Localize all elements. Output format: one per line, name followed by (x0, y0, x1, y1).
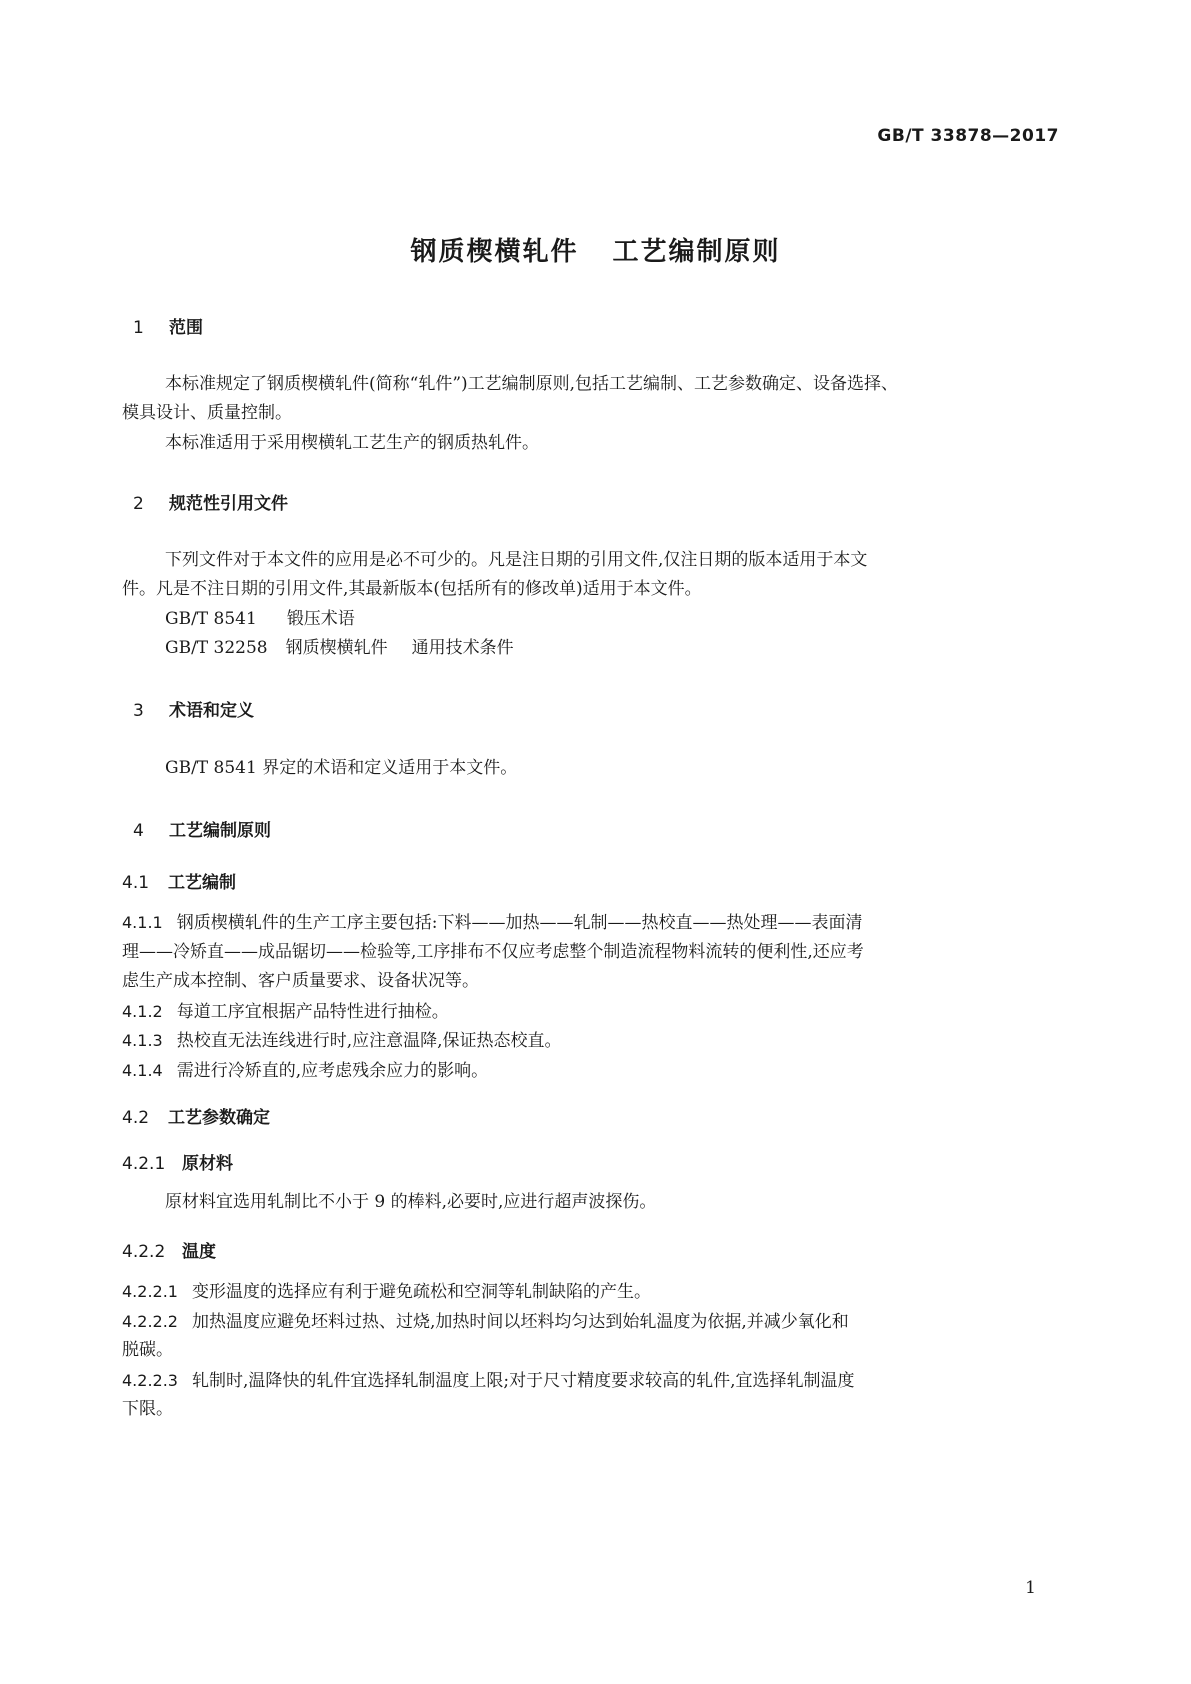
section-1-heading (133, 313, 203, 338)
section-number: 4 (133, 821, 144, 841)
reference-title: 通用技术条件 (411, 638, 514, 658)
section-number: 1 (133, 318, 144, 338)
section-title: 工艺编制原则 (169, 821, 271, 841)
clause-number: 4.2.2.2 (122, 1312, 178, 1331)
reference-code: GB/T 32258 (165, 638, 268, 658)
clause-text: 轧制时,温降快的轧件宜选择轧制温度上限;对于尺寸精度要求较高的轧件,宜选择轧制温度 (191, 1371, 855, 1391)
subsection-number: 4.2 (122, 1108, 150, 1128)
paragraph-continuation: 模具设计、质量控制。 (122, 403, 292, 423)
reference-title: 锻压术语 (286, 609, 355, 629)
clause-text: 每道工序宜根据产品特性进行抽检。 (176, 1002, 449, 1022)
section-2-heading (133, 489, 288, 514)
page-number: 1 (1025, 1578, 1036, 1598)
clause-4-1-4 (122, 1055, 488, 1087)
clause-continuation: 理——冷矫直——成品锯切——检验等,工序排布不仅应考虑整个制造流程物料流转的便利性,还应考 (122, 942, 864, 962)
normative-reference (165, 604, 355, 635)
subsubsection-4-2-1-heading (122, 1149, 233, 1174)
subsection-title: 工艺编制 (168, 873, 236, 893)
clause-number: 4.1.2 (122, 1002, 163, 1021)
clause-continuation: 脱碳。 (122, 1340, 173, 1360)
clause-text: 加热温度应避免坯料过热、过烧,加热时间以坯料均匀达到始轧温度为依据,并减少氧化和 (191, 1312, 849, 1332)
clause-4-2-2-3 (122, 1365, 855, 1397)
subsubsection-number: 4.2.2 (122, 1242, 166, 1262)
title-part-2: 工艺编制原则 (612, 237, 781, 267)
clause-number: 4.1.4 (122, 1061, 163, 1080)
clause-4-1-1 (122, 907, 862, 939)
standard-code: GB/T 33878—2017 (877, 126, 1059, 146)
clause-continuation: 下限。 (122, 1399, 173, 1419)
subsection-number: 4.1 (122, 873, 150, 893)
subsubsection-4-2-2-heading (122, 1237, 216, 1262)
subsubsection-title: 温度 (182, 1242, 216, 1262)
reference-title: 钢质楔横轧件 (285, 638, 388, 658)
paragraph-continuation: 件。凡是不注日期的引用文件,其最新版本(包括所有的修改单)适用于本文件。 (122, 579, 702, 599)
paragraph: GB/T 8541 界定的术语和定义适用于本文件。 (165, 758, 518, 778)
clause-number: 4.1.1 (122, 913, 163, 932)
paragraph: 本标准适用于采用楔横轧工艺生产的钢质热轧件。 (165, 433, 539, 453)
section-3-heading (133, 696, 254, 721)
clause-4-1-3 (122, 1025, 562, 1057)
section-title: 范围 (169, 318, 203, 338)
clause-number: 4.2.2.1 (122, 1282, 178, 1301)
paragraph: 下列文件对于本文件的应用是必不可少的。凡是注日期的引用文件,仅注日期的版本适用于本文 (165, 550, 868, 570)
clause-continuation: 虑生产成本控制、客户质量要求、设备状况等。 (122, 971, 479, 991)
section-4-heading (133, 816, 271, 841)
paragraph: 本标准规定了钢质楔横轧件(简称“轧件”)工艺编制原则,包括工艺编制、工艺参数确定、设备选择、 (165, 374, 899, 394)
clause-text: 需进行冷矫直的,应考虑残余应力的影响。 (176, 1061, 489, 1081)
clause-text: 钢质楔横轧件的生产工序主要包括:下料——加热——轧制——热校直——热处理——表面清 (176, 913, 863, 933)
clause-text: 变形温度的选择应有利于避免疏松和空洞等轧制缺陷的产生。 (191, 1282, 651, 1302)
clause-4-2-2-2 (122, 1306, 849, 1338)
section-title: 术语和定义 (169, 701, 254, 721)
document-title (0, 231, 1191, 268)
subsection-title: 工艺参数确定 (168, 1108, 270, 1128)
title-part-1: 钢质楔横轧件 (410, 237, 579, 267)
paragraph: 原材料宜选用轧制比不小于 9 的棒料,必要时,应进行超声波探伤。 (165, 1192, 657, 1212)
subsection-4-1-heading (122, 868, 236, 893)
clause-text: 热校直无法连线进行时,应注意温降,保证热态校直。 (176, 1031, 562, 1051)
reference-code: GB/T 8541 (165, 609, 257, 629)
subsubsection-title: 原材料 (182, 1154, 233, 1174)
normative-reference (165, 633, 514, 664)
subsection-4-2-heading (122, 1103, 270, 1128)
clause-4-2-2-1 (122, 1276, 651, 1308)
clause-4-1-2 (122, 996, 449, 1028)
section-title: 规范性引用文件 (169, 494, 288, 514)
clause-number: 4.2.2.3 (122, 1371, 178, 1390)
section-number: 2 (133, 494, 144, 514)
clause-number: 4.1.3 (122, 1031, 163, 1050)
section-number: 3 (133, 701, 144, 721)
subsubsection-number: 4.2.1 (122, 1154, 166, 1174)
